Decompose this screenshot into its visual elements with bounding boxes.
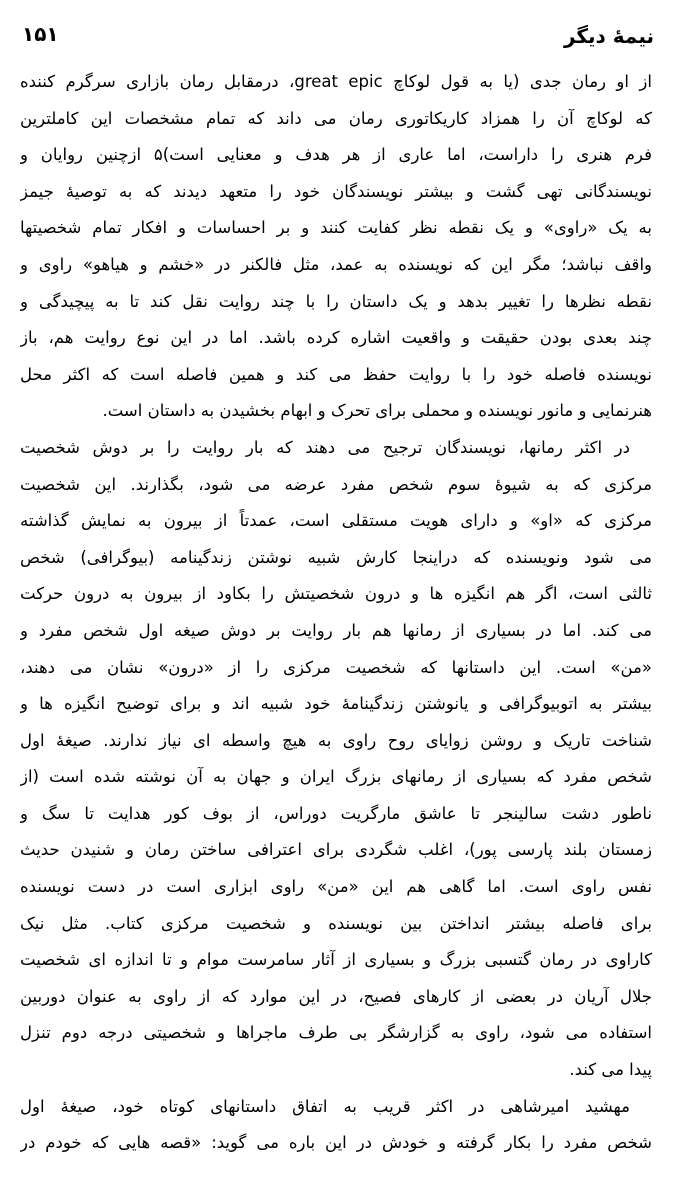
text-line: استفاده می شود، راوی به گزارشگر بی طرف ماجراها و شخصیتی درجه دوم تنزل: [20, 1023, 652, 1043]
text-line: زمستان بلند پارسی پور)، اغلب شگردی برای اعترافی ساختن رمان و شنیدن حدیث: [20, 840, 652, 860]
text-line: مرکزی که «او» و دارای هویت مستقلی است، عمدتاً از بیرون به نمایش گذاشته: [20, 511, 652, 531]
text-line: بیشتر به اتوبیوگرافی و یانوشتن زندگینامهٔ خود شبیه اند و برای توضیح انگیزه ها و: [20, 694, 652, 714]
text-line: «من» است. این داستانها که شخصیت مرکزی را از «درون» نشان می دهند،: [20, 657, 652, 677]
text-line: شخص مفرد را بکار گرفته و خودش در این باره می گوید: «قصه هایی که خودم در: [20, 1133, 652, 1153]
text-line: ناطور دشت سالینجر تا عاشق مارگریت دوراس، از بوف کور هدایت تا سگ و: [20, 803, 652, 823]
text-line: پیدا می کند.: [569, 1060, 652, 1080]
text-line: واقف نباشد؛ مگر این که نویسنده به عمد، مثل فالکنر در «خشم و هیاهو» راوی و: [20, 254, 652, 274]
body-text: [20, 64, 652, 1162]
text-line: از او رمان جدی (یا به قول لوکاچ great epic، درمقابل رمان بازاری سرگرم کننده: [20, 72, 652, 91]
text-line: جلال آریان در بعضی از کارهای فصیح، در این موارد که از راوی به عنوان دوربین: [20, 986, 652, 1006]
text-line: نقطه نظرها را تغییر بدهد و یک داستان را با چند روایت نقل کند تا به پیچیدگی و: [20, 291, 652, 311]
text-line: می شود ونویسنده که دراینجا کارش شبیه نوشتن زندگینامه (بیوگرافی) شخص: [20, 547, 652, 567]
text-line: نفس راوی است. اما گاهی هم این «من» راوی ابزاری است در دست نویسنده: [20, 877, 652, 897]
text-line: مرکزی که به شیوهٔ سوم شخص مفرد عرضه می شود، بگذارند. این شخصیت: [20, 474, 652, 494]
text-line: نویسنده فاصله خود را با روایت حفظ می کند و همین فاصله است که اکثر محل: [20, 364, 652, 384]
text-line: شناخت تاریک و روشن زوایای روح راوی به هیچ واسطه ای نیاز ندارند. صیغهٔ اول: [20, 730, 652, 750]
text-line: در اکثر رمانها، نویسندگان ترجیح می دهند که بار روایت را بر دوش شخصیت: [20, 437, 630, 457]
text-line: می کند. اما در بسیاری از رمانها هم بار روایت بر دوش صیغه اول شخص مفرد و: [20, 620, 652, 640]
text-line: فرم هنری را داراست، اما عاری از هر هدف و معنایی است)۵ ازچنین روایان و: [20, 145, 652, 165]
text-line: مهشید امیرشاهی در اکثر قریب به اتفاق داستانهای کوتاه خود، صیغهٔ اول: [20, 1096, 630, 1116]
page-number: ۱۵۱: [22, 22, 59, 46]
text-line: که لوکاچ آن را همزاد کاریکاتوری رمان می داند که تمام مشخصات این کاملترین: [20, 108, 652, 128]
text-line: شخص مفرد که بسیاری از رمانهای بزرگ ایران و جهان به آن نوشته شده است (از: [20, 767, 652, 787]
page-header: [22, 18, 654, 58]
text-line: ثالثی است، اگر هم انگیزه ها و درون شخصیتش را بکاود از بیرون به درون حرکت: [20, 584, 652, 604]
text-line: به یک «راوی» و یک نقطه نظر کفایت کنند و بر احساسات و افکار تمام شخصیتها: [20, 218, 652, 238]
text-line: نویسندگانی تهی گشت و بیشتر نویسندگان خود را متعهد دیدند که به توصیهٔ جیمز: [20, 181, 652, 201]
text-line: برای فاصله بیشتر انداختن بین نویسنده و شخصیت مرکزی کتاب. مثل نیک: [20, 913, 652, 933]
text-line: کاراوی در رمان گتسبی بزرگ و بسیاری از آثار سامرست موام و تا اندازه ای شخصیت: [20, 950, 652, 970]
text-line: چند بعدی بودن حقیقت و واقعیت اشاره کرده باشد. اما در این نوع روایت هم، باز: [20, 328, 652, 348]
text-line: هنرنمایی و مانور نویسنده و محملی برای تحرک و ابهام بخشیدن به داستان است.: [102, 401, 652, 421]
running-title: نیمهٔ دیگر: [563, 24, 654, 48]
